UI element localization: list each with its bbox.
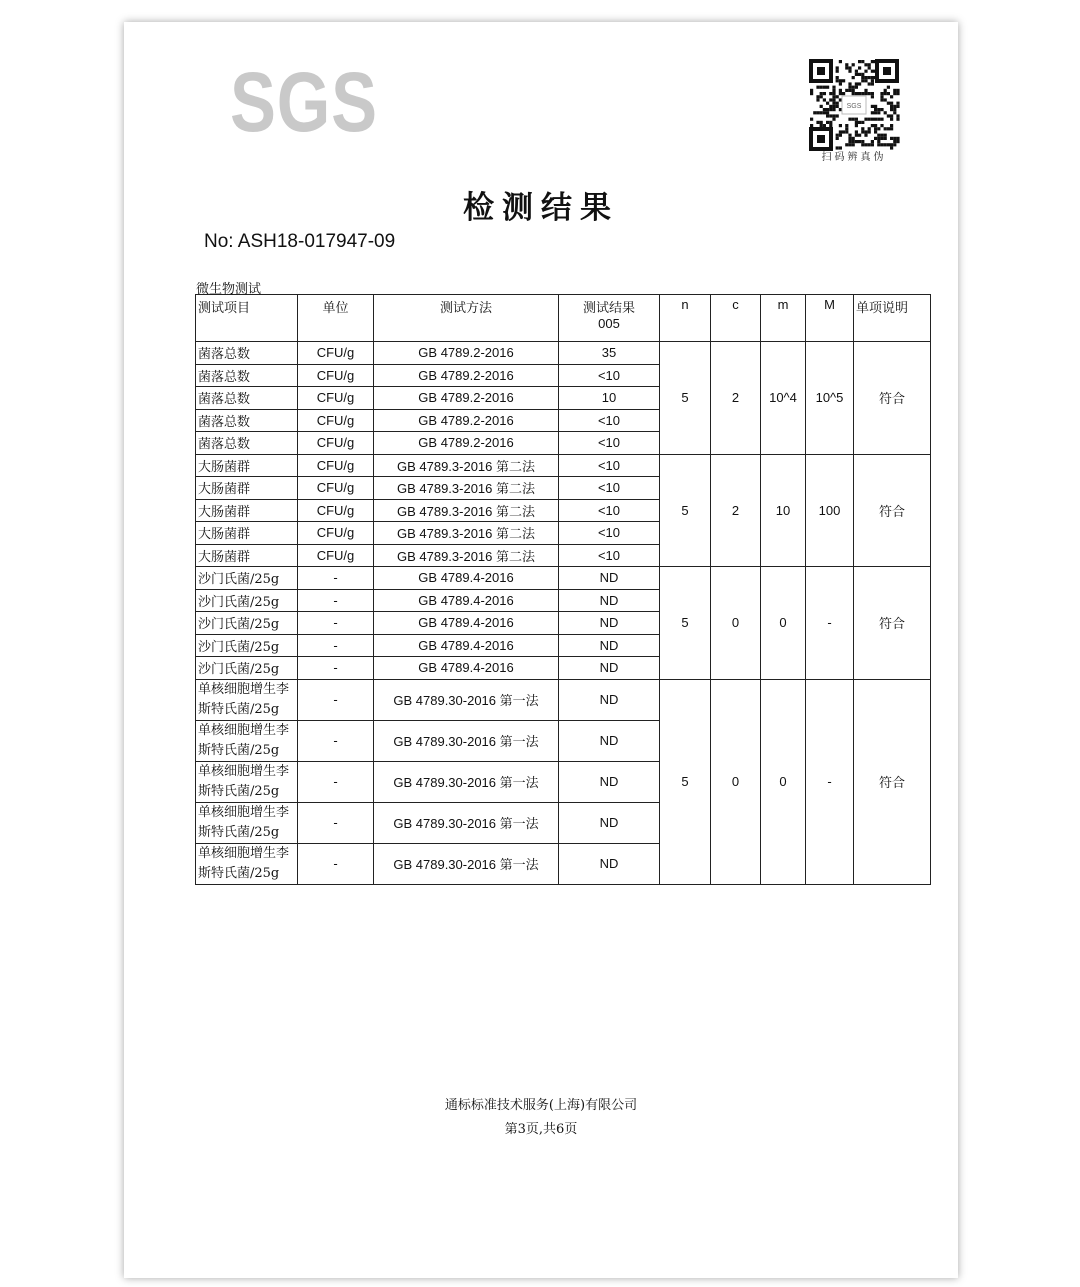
cell-item-line1: 单核细胞增生李 bbox=[198, 722, 290, 738]
qr-caption: 扫码辨真伪 bbox=[821, 152, 887, 163]
cell-result: <10 bbox=[559, 522, 660, 545]
cell-m: 10^4 bbox=[761, 342, 806, 455]
cell-n: 5 bbox=[660, 454, 711, 567]
cell-result: 10 bbox=[559, 387, 660, 410]
header-remark: 单项说明 bbox=[854, 295, 931, 342]
cell-n: 5 bbox=[660, 567, 711, 680]
cell-result: ND bbox=[559, 634, 660, 657]
page-title: 检测结果 bbox=[463, 190, 619, 226]
cell-item: 沙门氏菌/25g bbox=[196, 612, 298, 635]
cell-result: <10 bbox=[559, 499, 660, 522]
cell-M: 100 bbox=[806, 454, 854, 567]
cell-item-line2: 斯特氏菌/25g bbox=[198, 865, 280, 881]
cell-unit: CFU/g bbox=[298, 477, 374, 500]
cell-method: GB 4789.2-2016 bbox=[374, 432, 559, 455]
cell-item: 大肠菌群 bbox=[196, 544, 298, 567]
cell-item: 沙门氏菌/25g bbox=[196, 657, 298, 680]
cell-unit: CFU/g bbox=[298, 342, 374, 365]
table-row bbox=[196, 567, 931, 590]
cell-method: GB 4789.3-2016 第二法 bbox=[374, 499, 559, 522]
cell-M: 10^5 bbox=[806, 342, 854, 455]
cell-method: GB 4789.4-2016 bbox=[374, 567, 559, 590]
header-M: M bbox=[806, 295, 854, 342]
cell-unit: - bbox=[298, 761, 374, 802]
cell-item: 菌落总数 bbox=[196, 364, 298, 387]
cell-c: 0 bbox=[711, 679, 761, 884]
cell-item-line2: 斯特氏菌/25g bbox=[198, 701, 280, 717]
cell-method: GB 4789.4-2016 bbox=[374, 634, 559, 657]
cell-item bbox=[196, 802, 298, 843]
cell-item bbox=[196, 679, 298, 720]
cell-method: GB 4789.30-2016 第一法 bbox=[374, 843, 559, 884]
header-sample-id: 005 bbox=[598, 316, 620, 331]
cell-result: ND bbox=[559, 589, 660, 612]
cell-method: GB 4789.30-2016 第一法 bbox=[374, 761, 559, 802]
cell-unit: CFU/g bbox=[298, 409, 374, 432]
cell-item: 沙门氏菌/25g bbox=[196, 589, 298, 612]
header-n: n bbox=[660, 295, 711, 342]
cell-unit: - bbox=[298, 634, 374, 657]
cell-M: - bbox=[806, 567, 854, 680]
cell-unit: CFU/g bbox=[298, 387, 374, 410]
cell-result: ND bbox=[559, 720, 660, 761]
cell-item bbox=[196, 843, 298, 884]
cell-c: 2 bbox=[711, 342, 761, 455]
cell-method: GB 4789.3-2016 第二法 bbox=[374, 544, 559, 567]
cell-unit: - bbox=[298, 589, 374, 612]
cell-result: ND bbox=[559, 679, 660, 720]
cell-method: GB 4789.3-2016 第二法 bbox=[374, 454, 559, 477]
cell-m: 0 bbox=[761, 567, 806, 680]
cell-method: GB 4789.4-2016 bbox=[374, 657, 559, 680]
cell-item-line2: 斯特氏菌/25g bbox=[198, 742, 280, 758]
cell-unit: - bbox=[298, 612, 374, 635]
cell-item: 大肠菌群 bbox=[196, 454, 298, 477]
cell-remark: 符合 bbox=[854, 454, 931, 567]
cell-result: ND bbox=[559, 657, 660, 680]
cell-remark: 符合 bbox=[854, 567, 931, 680]
cell-item: 菌落总数 bbox=[196, 432, 298, 455]
cell-method: GB 4789.2-2016 bbox=[374, 387, 559, 410]
qr-center-label: SGS bbox=[846, 103, 862, 110]
cell-result: 35 bbox=[559, 342, 660, 365]
cell-unit: CFU/g bbox=[298, 544, 374, 567]
cell-item-line2: 斯特氏菌/25g bbox=[198, 783, 280, 799]
cell-m: 0 bbox=[761, 679, 806, 884]
cell-item: 菌落总数 bbox=[196, 387, 298, 410]
section-label: 微生物测试 bbox=[196, 282, 262, 297]
header-unit: 单位 bbox=[298, 295, 374, 342]
cell-item bbox=[196, 720, 298, 761]
cell-item: 大肠菌群 bbox=[196, 522, 298, 545]
cell-unit: CFU/g bbox=[298, 499, 374, 522]
cell-item: 沙门氏菌/25g bbox=[196, 567, 298, 590]
cell-result: <10 bbox=[559, 477, 660, 500]
footer-company: 通标标准技术服务(上海)有限公司 bbox=[444, 1098, 638, 1113]
cell-result: ND bbox=[559, 761, 660, 802]
cell-unit: CFU/g bbox=[298, 432, 374, 455]
sgs-logo: SGS bbox=[230, 55, 378, 149]
header-m: m bbox=[761, 295, 806, 342]
cell-method: GB 4789.30-2016 第一法 bbox=[374, 679, 559, 720]
cell-result: <10 bbox=[559, 409, 660, 432]
cell-result: <10 bbox=[559, 544, 660, 567]
cell-unit: - bbox=[298, 657, 374, 680]
cell-result: <10 bbox=[559, 454, 660, 477]
cell-unit: - bbox=[298, 843, 374, 884]
cell-n: 5 bbox=[660, 342, 711, 455]
cell-m: 10 bbox=[761, 454, 806, 567]
cell-item: 菌落总数 bbox=[196, 409, 298, 432]
header-result bbox=[559, 295, 660, 342]
cell-result: <10 bbox=[559, 364, 660, 387]
cell-method: GB 4789.4-2016 bbox=[374, 612, 559, 635]
results-table bbox=[195, 294, 931, 885]
cell-unit: - bbox=[298, 679, 374, 720]
cell-method: GB 4789.3-2016 第二法 bbox=[374, 522, 559, 545]
cell-unit: CFU/g bbox=[298, 364, 374, 387]
cell-item-line1: 单核细胞增生李 bbox=[198, 845, 290, 861]
header-method: 测试方法 bbox=[374, 295, 559, 342]
cell-method: GB 4789.2-2016 bbox=[374, 364, 559, 387]
cell-item-line2: 斯特氏菌/25g bbox=[198, 824, 280, 840]
cell-result: ND bbox=[559, 612, 660, 635]
cell-c: 0 bbox=[711, 567, 761, 680]
cell-unit: - bbox=[298, 720, 374, 761]
cell-method: GB 4789.4-2016 bbox=[374, 589, 559, 612]
table-row bbox=[196, 679, 931, 720]
header-item: 测试项目 bbox=[196, 295, 298, 342]
cell-item: 大肠菌群 bbox=[196, 499, 298, 522]
cell-result: ND bbox=[559, 802, 660, 843]
cell-n: 5 bbox=[660, 679, 711, 884]
report-number: No: ASH18-017947-09 bbox=[204, 231, 396, 252]
cell-item: 大肠菌群 bbox=[196, 477, 298, 500]
cell-item: 沙门氏菌/25g bbox=[196, 634, 298, 657]
cell-item-line1: 单核细胞增生李 bbox=[198, 763, 290, 779]
cell-method: GB 4789.2-2016 bbox=[374, 409, 559, 432]
cell-item-line1: 单核细胞增生李 bbox=[198, 804, 290, 820]
cell-method: GB 4789.30-2016 第一法 bbox=[374, 802, 559, 843]
cell-item-line1: 单核细胞增生李 bbox=[198, 681, 290, 697]
table-row bbox=[196, 454, 931, 477]
cell-unit: - bbox=[298, 567, 374, 590]
cell-remark: 符合 bbox=[854, 342, 931, 455]
cell-unit: CFU/g bbox=[298, 454, 374, 477]
document-page bbox=[124, 22, 958, 1278]
cell-method: GB 4789.2-2016 bbox=[374, 342, 559, 365]
qr-code-icon bbox=[808, 58, 900, 152]
cell-result: <10 bbox=[559, 432, 660, 455]
header-c: c bbox=[711, 295, 761, 342]
cell-remark: 符合 bbox=[854, 679, 931, 884]
table-row bbox=[196, 342, 931, 365]
table-header-row bbox=[196, 295, 931, 342]
cell-item bbox=[196, 761, 298, 802]
footer-page-number: 第3页,共6页 bbox=[504, 1122, 578, 1137]
cell-unit: CFU/g bbox=[298, 522, 374, 545]
header-result-label: 测试结果 bbox=[582, 301, 635, 316]
cell-method: GB 4789.30-2016 第一法 bbox=[374, 720, 559, 761]
cell-method: GB 4789.3-2016 第二法 bbox=[374, 477, 559, 500]
cell-result: ND bbox=[559, 567, 660, 590]
cell-M: - bbox=[806, 679, 854, 884]
cell-c: 2 bbox=[711, 454, 761, 567]
cell-item: 菌落总数 bbox=[196, 342, 298, 365]
cell-unit: - bbox=[298, 802, 374, 843]
cell-result: ND bbox=[559, 843, 660, 884]
